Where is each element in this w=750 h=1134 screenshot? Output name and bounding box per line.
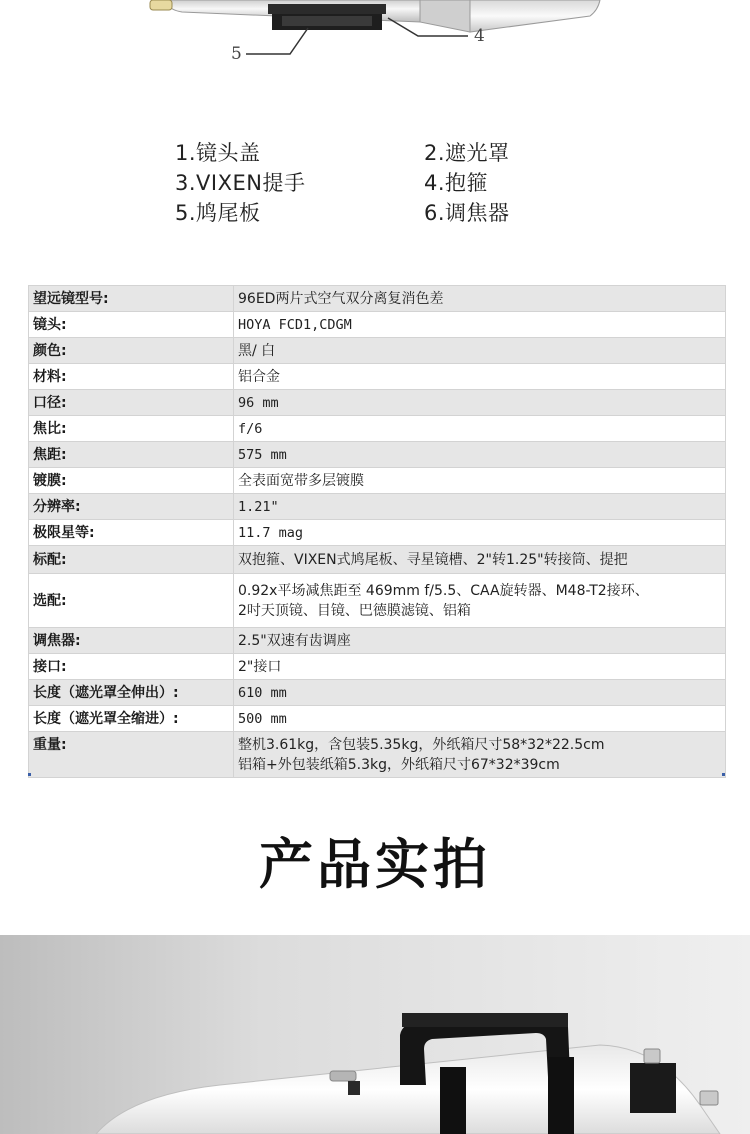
table-corner-mark bbox=[28, 773, 31, 776]
spec-value: 双抱箍、VIXEN式鸠尾板、寻星镜槽、2"转1.25"转接筒、提把 bbox=[234, 546, 726, 574]
callout-number-4: 4 bbox=[474, 26, 485, 46]
spec-key: 极限星等: bbox=[29, 520, 234, 546]
spec-key: 镜头: bbox=[29, 312, 234, 338]
spec-value: 610 mm bbox=[234, 680, 726, 706]
spec-key: 标配: bbox=[29, 546, 234, 574]
spec-value bbox=[234, 574, 726, 628]
spec-value: 96 mm bbox=[234, 390, 726, 416]
spec-table bbox=[28, 285, 726, 778]
callout-5 bbox=[231, 28, 308, 64]
spec-value-line: 铝箱+外包装纸箱5.3kg，外纸箱尺寸67*32*39cm bbox=[238, 756, 560, 773]
callout-number-5: 5 bbox=[231, 44, 242, 64]
spec-value: 11.7 mag bbox=[234, 520, 726, 546]
telescope-diagram bbox=[0, 0, 750, 110]
table-row bbox=[29, 520, 726, 546]
spec-key: 颜色: bbox=[29, 338, 234, 364]
spec-key: 镀膜: bbox=[29, 468, 234, 494]
spec-value: 2"接口 bbox=[234, 654, 726, 680]
photo-tube-ring bbox=[548, 1057, 574, 1134]
spec-value bbox=[234, 732, 726, 778]
table-row bbox=[29, 364, 726, 390]
spec-key: 调焦器: bbox=[29, 628, 234, 654]
legend-item-5: 5.鸠尾板 bbox=[175, 201, 261, 225]
parts-legend bbox=[0, 130, 750, 230]
table-row bbox=[29, 628, 726, 654]
table-row bbox=[29, 286, 726, 312]
tube-ring-and-dovetail bbox=[268, 4, 386, 30]
spec-value: 2.5"双速有齿调座 bbox=[234, 628, 726, 654]
section-title: 产品实拍 bbox=[259, 833, 491, 896]
table-row bbox=[29, 654, 726, 680]
table-row bbox=[29, 312, 726, 338]
table-row bbox=[29, 574, 726, 628]
legend-item-6: 6.调焦器 bbox=[424, 201, 510, 225]
table-row bbox=[29, 680, 726, 706]
product-photo bbox=[0, 935, 750, 1134]
table-row bbox=[29, 546, 726, 574]
spec-value: 黑/ 白 bbox=[234, 338, 726, 364]
spec-key: 焦比: bbox=[29, 416, 234, 442]
table-row bbox=[29, 338, 726, 364]
spec-value: HOYA FCD1,CDGM bbox=[234, 312, 726, 338]
spec-key: 焦距: bbox=[29, 442, 234, 468]
photo-tube-ring bbox=[440, 1067, 466, 1134]
spec-key: 分辨率: bbox=[29, 494, 234, 520]
table-row bbox=[29, 416, 726, 442]
table-row bbox=[29, 494, 726, 520]
table-row bbox=[29, 706, 726, 732]
spec-key: 望远镜型号: bbox=[29, 286, 234, 312]
spec-value: 96ED两片式空气双分离复消色差 bbox=[234, 286, 726, 312]
spec-value: 铝合金 bbox=[234, 364, 726, 390]
legend-item-4: 4.抱箍 bbox=[424, 171, 489, 195]
legend-item-2: 2.遮光罩 bbox=[424, 141, 510, 165]
table-row bbox=[29, 390, 726, 416]
spec-value-line: 整机3.61kg，含包装5.35kg，外纸箱尺寸58*32*22.5cm bbox=[238, 736, 605, 753]
table-row bbox=[29, 442, 726, 468]
spec-value-line: 2吋天顶镜、目镜、巴德膜滤镜、铝箱 bbox=[238, 602, 471, 619]
spec-key: 长度（遮光罩全伸出）: bbox=[29, 680, 234, 706]
dew-shield bbox=[470, 0, 600, 32]
table-row bbox=[29, 732, 726, 778]
spec-value: f/6 bbox=[234, 416, 726, 442]
spec-key: 接口: bbox=[29, 654, 234, 680]
spec-key: 选配: bbox=[29, 574, 234, 628]
spec-key: 口径: bbox=[29, 390, 234, 416]
spec-value-line: 0.92x平场减焦距至 469mm f/5.5、CAA旋转器、M48-T2接环、 bbox=[238, 582, 649, 599]
table-corner-mark bbox=[722, 773, 725, 776]
spec-value: 500 mm bbox=[234, 706, 726, 732]
table-row bbox=[29, 468, 726, 494]
spec-value: 全表面宽带多层镀膜 bbox=[234, 468, 726, 494]
spec-key: 长度（遮光罩全缩进）: bbox=[29, 706, 234, 732]
spec-key: 重量: bbox=[29, 732, 234, 778]
legend-item-1: 1.镜头盖 bbox=[175, 141, 261, 165]
focuser-knob bbox=[150, 0, 172, 10]
spec-value: 575 mm bbox=[234, 442, 726, 468]
spec-key: 材料: bbox=[29, 364, 234, 390]
spec-value: 1.21" bbox=[234, 494, 726, 520]
legend-item-3: 3.VIXEN提手 bbox=[175, 171, 306, 195]
